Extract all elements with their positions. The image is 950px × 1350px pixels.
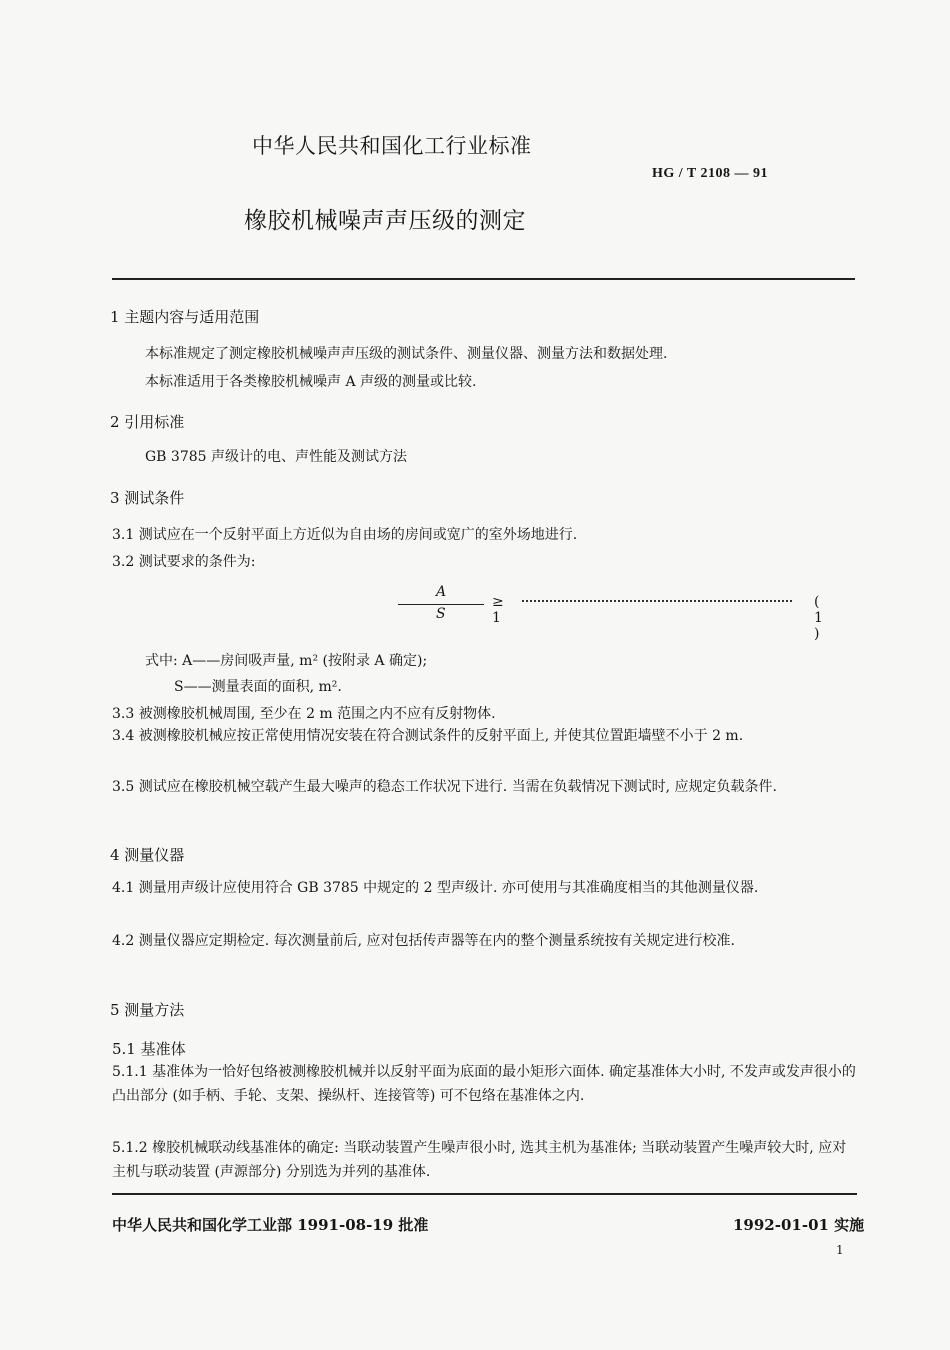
clause-3-2: 3.2 测试要求的条件为:: [112, 554, 256, 570]
clause-3-5: 3.5 测试应在橡胶机械空载产生最大噪声的稳态工作状况下进行. 当需在负载情况下测试时, 应规定负载条件.: [112, 779, 777, 795]
section-1-title: 1 主题内容与适用范围: [110, 308, 260, 326]
formula-denominator: S: [436, 606, 446, 622]
clause-4-1: 4.1 测量用声级计应使用符合 GB 3785 中规定的 2 型声级计. 亦可使用与其准确度相当的其他测量仪器.: [112, 880, 759, 896]
formula-leader-dots: [522, 590, 792, 602]
clause-4-2: 4.2 测量仪器应定期检定. 每次测量前后, 应对包括传声器等在内的整个测量系统按有关规定进行校准.: [112, 933, 735, 949]
formula-relation: ≥ 1: [492, 594, 504, 626]
clause-5-1-2: 5.1.2 橡胶机械联动线基准体的确定: 当联动装置产生噪声很小时, 选其主机为基准体; 当联动装置产生噪声较大时, 应对主机与联动装置 (声源部分) 分别选为并列的基准体.: [112, 1140, 847, 1180]
effective-date: 1992-01-01 实施: [733, 1216, 865, 1234]
formula-where-s: S——测量表面的面积, m².: [174, 679, 342, 695]
standard-organization: 中华人民共和国化工行业标准: [252, 134, 532, 158]
page-number: 1: [836, 1243, 844, 1257]
section-2-title: 2 引用标准: [110, 413, 185, 431]
section-5-title: 5 测量方法: [110, 1001, 185, 1019]
document-title: 橡胶机械噪声声压级的测定: [244, 208, 526, 234]
formula-where-a: 式中: A——房间吸声量, m² (按附录 A 确定);: [145, 653, 428, 669]
top-rule: [112, 278, 855, 280]
section-2-reference: GB 3785 声级计的电、声性能及测试方法: [145, 449, 408, 465]
clause-5-1: 5.1 基准体: [112, 1040, 186, 1058]
clause-3-4: 3.4 被测橡胶机械应按正常使用情况安装在符合测试条件的反射平面上, 并使其位置距墙壁不小于 2 m.: [112, 728, 744, 744]
bottom-rule: [112, 1193, 857, 1195]
clause-3-3: 3.3 被测橡胶机械周围, 至少在 2 m 范围之内不应有反射物体.: [112, 706, 496, 722]
section-1-para-1: 本标准规定了测定橡胶机械噪声声压级的测试条件、测量仪器、测量方法和数据处理.: [145, 346, 668, 362]
clause-3-1: 3.1 测试应在一个反射平面上方近似为自由场的房间或宽广的室外场地进行.: [112, 527, 578, 543]
approval-statement: 中华人民共和国化学工业部 1991-08-19 批准: [112, 1216, 429, 1234]
formula-number: ( 1 ): [814, 594, 823, 642]
standard-code: HG / T 2108 — 91: [652, 166, 769, 181]
clause-5-1-1: 5.1.1 基准体为一恰好包络被测橡胶机械并以反射平面为底面的最小矩形六面体. 确定基准体大小时, 不发声或发声很小的凸出部分 (如手柄、手轮、支架、操纵杆、连接管等) 可不包络在基准体之内.: [112, 1064, 856, 1104]
section-1-para-2: 本标准适用于各类橡胶机械噪声 A 声级的测量或比较.: [145, 374, 477, 390]
section-3-title: 3 测试条件: [110, 489, 185, 507]
section-4-title: 4 测量仪器: [110, 846, 185, 864]
formula-numerator: A: [436, 584, 447, 600]
fraction-bar: [398, 604, 484, 605]
